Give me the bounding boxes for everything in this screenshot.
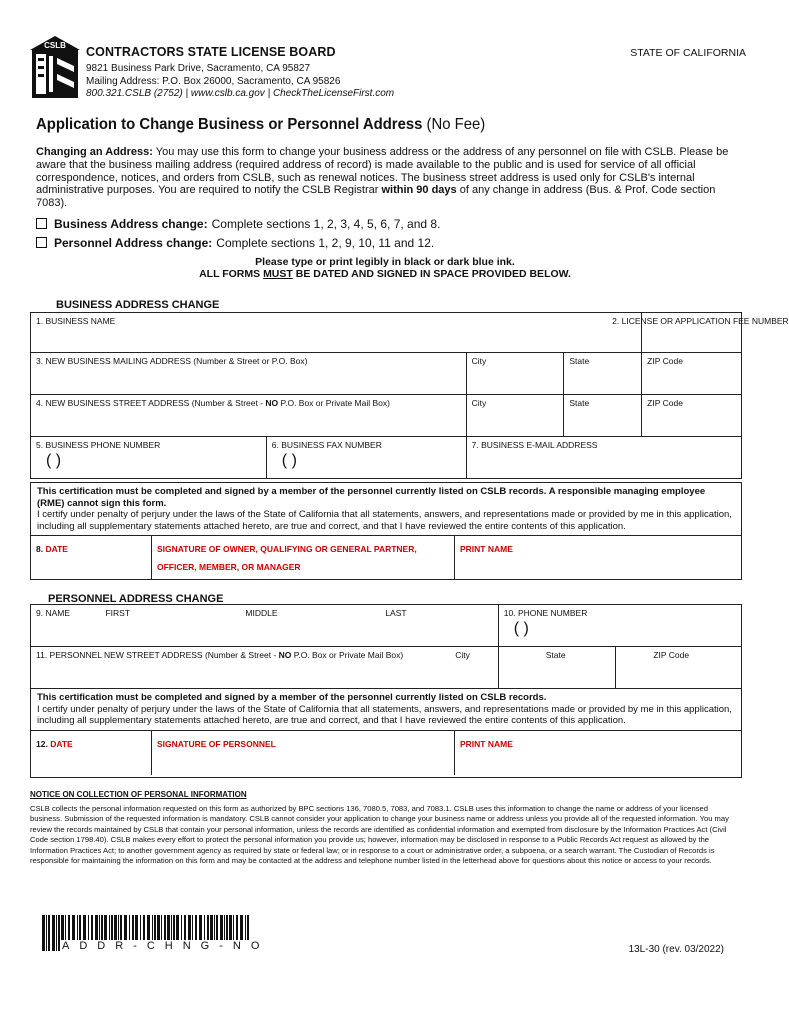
date-field[interactable]	[31, 731, 152, 775]
print-name-label: PRINT NAME	[460, 738, 513, 749]
business-section-heading: BUSINESS ADDRESS CHANGE	[56, 299, 220, 311]
street-zip-field[interactable]	[642, 395, 742, 437]
intro-text-1: You may use this form to change your business address or the address of any personnel on file with CSLB. Please be aware that the business mailing address (required address of record) is made available to the public and is used for service of all official correspondence, notices, and orders from CSLB, such as renewal notices. The business street address is used only for CSLB's internal administrative purposes. You are required to notify the CSLB Registrar	[36, 146, 729, 197]
personnel-certification	[30, 688, 742, 778]
zip-label: ZIP Code	[647, 356, 683, 366]
zip-label: ZIP Code	[653, 650, 690, 660]
date-field[interactable]	[31, 536, 152, 579]
middle-name-field[interactable]	[240, 605, 380, 647]
name-label: 9. NAME	[36, 608, 71, 618]
title-main: Application to Change Business or Personnel Address	[36, 116, 427, 133]
zip-label: ZIP Code	[647, 398, 683, 408]
certification-bold: This certification must be completed and signed by a member of the personnel currently listed on CSLB records.	[37, 692, 547, 703]
certification-bold: This certification must be completed and signed by a member of the personnel currently listed on CSLB records. A responsible managing employee (RME) cannot sign this form.	[37, 486, 706, 509]
business-fax-field[interactable]	[266, 437, 466, 479]
mailing-zip-field[interactable]	[642, 353, 742, 395]
date-number: 12.	[36, 738, 48, 749]
barcode-text: ADDR-CHNG-NO	[62, 940, 270, 952]
certification-text	[31, 689, 741, 730]
signature-field[interactable]	[152, 731, 455, 775]
option-text: Complete sections 1, 2, 3, 4, 5, 6, 7, and 8.	[211, 217, 441, 231]
state-label: State	[569, 398, 590, 408]
personnel-street-no: NO	[278, 650, 292, 660]
signature-row	[31, 730, 741, 775]
personnel-street-c: P.O. Box or Private Mail Box)	[291, 650, 404, 660]
notice-text: CSLB collects the personal information requested on this form as authorized by BPC sections 136, 7080.5, 7083, and 7083.1. CSLB uses this information to change the name or address of your licensed business. Submission of the requested information is mandatory. CSLB cannot consider your application to change your business name or address unless you provide all of the requested information. You may review the records maintained by CSLB that contain your personal information, unless the records are identified as confidential information and exempted from disclosure by the Information Practices Act (Civil Code section 1798.40). CSLB makes every effort to protect the personal information you provide us; however, information may be disclosed in response to a Public Records Act request as allowed by the Information Practices Act; to another government agency as required by state or federal law; or in response to a court or administrative order, a subpoena, or a search warrant. The Custodian of Records is responsible for maintaining the information on this form and may be contacted at the address and telephone number listed in the letterhead above for questions about this notice or access to your records.	[30, 804, 729, 866]
print-name-field[interactable]	[455, 731, 741, 775]
date-label	[36, 739, 73, 749]
signature-field[interactable]	[152, 536, 455, 579]
intro-paragraph	[36, 146, 742, 210]
intro-text-2: of any change in address (Bus. & Prof. Code section 7083).	[36, 184, 716, 210]
fax-area-code: ( )	[281, 452, 297, 469]
license-number-label: 2. LICENSE OR APPLICATION FEE NUMBER	[612, 316, 789, 326]
mailing-address-label: 3. NEW BUSINESS MAILING ADDRESS (Number & Street or P.O. Box)	[36, 356, 308, 366]
option-text: Complete sections 1, 2, 9, 10, 11 and 12.	[216, 236, 435, 250]
certification-statement: I certify under penalty of perjury under the laws of the State of California that all statements, answers, and representations made or provided by me in this application, including all supplementary statements attached hereto, are true and correct, and that I have reviewed the entire contents of this application.	[37, 703, 732, 726]
certification-statement: I certify under penalty of perjury under the laws of the State of California that all statements, answers, and representations made or provided by me in this application, including all supplementary statements attached hereto, are true and correct, and that I have reviewed the entire contents of this application.	[37, 509, 732, 532]
print-name-label: PRINT NAME	[460, 544, 513, 554]
signature-label: SIGNATURE OF OWNER, QUALIFYING OR GENERAL PARTNER, OFFICER, MEMBER, OR MANAGER	[157, 544, 417, 572]
print-name-field[interactable]	[455, 536, 741, 579]
phone-label: 10. PHONE NUMBER	[503, 608, 588, 618]
business-name-field[interactable]	[31, 313, 642, 353]
business-phone-label: 5. BUSINESS PHONE NUMBER	[36, 440, 161, 450]
business-email-field[interactable]	[466, 437, 741, 479]
phone-area-code: ( )	[513, 620, 529, 637]
personnel-change-option[interactable]	[36, 236, 434, 250]
ink-instruction: Please type or print legibly in black or dark blue ink.	[255, 256, 515, 268]
city-label: City	[455, 650, 470, 660]
street-address-label	[36, 398, 390, 408]
certification-text	[31, 483, 741, 535]
phone-area-code: ( )	[46, 452, 62, 469]
business-email-label: 7. BUSINESS E-MAIL ADDRESS	[471, 440, 598, 450]
logo-text: CSLB	[44, 41, 66, 50]
sign-instruction-must: MUST	[263, 268, 293, 280]
license-number-field[interactable]	[612, 313, 789, 353]
personnel-street-a: 11. PERSONNEL NEW STREET ADDRESS (Number & Street -	[36, 650, 279, 660]
street-address-field[interactable]	[31, 395, 467, 437]
cslb-logo	[30, 36, 80, 100]
address-line-2: Mailing Address: P.O. Box 26000, Sacramento, CA 95826	[86, 75, 341, 87]
last-name-field[interactable]	[380, 605, 498, 647]
agency-title: CONTRACTORS STATE LICENSE BOARD	[86, 45, 336, 59]
state-label: State	[569, 356, 590, 366]
date-number: 8.	[36, 544, 44, 554]
street-label-no: NO	[265, 398, 279, 408]
address-line-1: 9821 Business Park Drive, Sacramento, CA 95827	[86, 63, 311, 74]
date-label	[36, 544, 68, 554]
business-certification	[30, 482, 742, 580]
title-paren: (No Fee)	[426, 116, 486, 133]
notice-heading: NOTICE ON COLLECTION OF PERSONAL INFORMATION	[30, 790, 247, 799]
name-field[interactable]	[31, 605, 101, 647]
address-line-3: 800.321.CSLB (2752) | www.cslb.ca.gov | CheckTheLicenseFirst.com	[86, 88, 395, 99]
sign-instruction-a: ALL FORMS	[199, 268, 264, 280]
sign-instruction	[0, 268, 770, 280]
personnel-street-field[interactable]	[31, 647, 499, 689]
business-change-option[interactable]	[36, 217, 440, 231]
mailing-address-field[interactable]	[31, 353, 467, 395]
state-label: State	[545, 650, 566, 660]
street-city-field[interactable]	[466, 395, 564, 437]
personnel-state-field[interactable]	[498, 647, 616, 689]
signature-label: SIGNATURE OF PERSONNEL	[157, 738, 276, 749]
personnel-section-heading: PERSONNEL ADDRESS CHANGE	[48, 593, 224, 605]
checkbox[interactable]	[36, 237, 47, 248]
phone-field[interactable]	[498, 605, 741, 647]
last-label: LAST	[385, 608, 407, 618]
mailing-city-field[interactable]	[466, 353, 564, 395]
option-label: Business Address change:	[54, 217, 208, 231]
state-label: STATE OF CALIFORNIA	[630, 47, 746, 59]
checkbox[interactable]	[36, 218, 47, 229]
street-label-c: P.O. Box or Private Mail Box)	[278, 398, 390, 408]
first-name-field[interactable]	[100, 605, 240, 647]
intro-bold: within 90 days	[381, 184, 457, 197]
street-label-a: 4. NEW BUSINESS STREET ADDRESS (Number & Street -	[36, 398, 266, 408]
street-state-field[interactable]	[564, 395, 642, 437]
option-label: Personnel Address change:	[54, 236, 213, 250]
agency-address	[86, 63, 394, 101]
business-phone-field[interactable]	[31, 437, 267, 479]
business-address-table	[30, 312, 789, 479]
intro-lead: Changing an Address:	[36, 146, 153, 158]
sign-instruction-c: BE DATED AND SIGNED IN SPACE PROVIDED BELOW.	[292, 268, 571, 280]
page-title	[36, 116, 485, 134]
city-label: City	[471, 356, 487, 366]
first-label: FIRST	[105, 608, 131, 618]
personnel-address-table	[30, 604, 742, 689]
middle-label: MIDDLE	[245, 608, 278, 618]
city-label: City	[471, 398, 487, 408]
business-fax-label: 6. BUSINESS FAX NUMBER	[271, 440, 382, 450]
signature-row	[31, 535, 741, 579]
date-text: DATE	[45, 544, 68, 554]
date-text: DATE	[50, 738, 73, 749]
mailing-state-field[interactable]	[564, 353, 642, 395]
personnel-street-label	[36, 650, 403, 660]
business-name-label: 1. BUSINESS NAME	[36, 316, 116, 326]
form-number: 13L-30 (rev. 03/2022)	[628, 944, 724, 955]
personnel-zip-field[interactable]	[616, 647, 742, 689]
